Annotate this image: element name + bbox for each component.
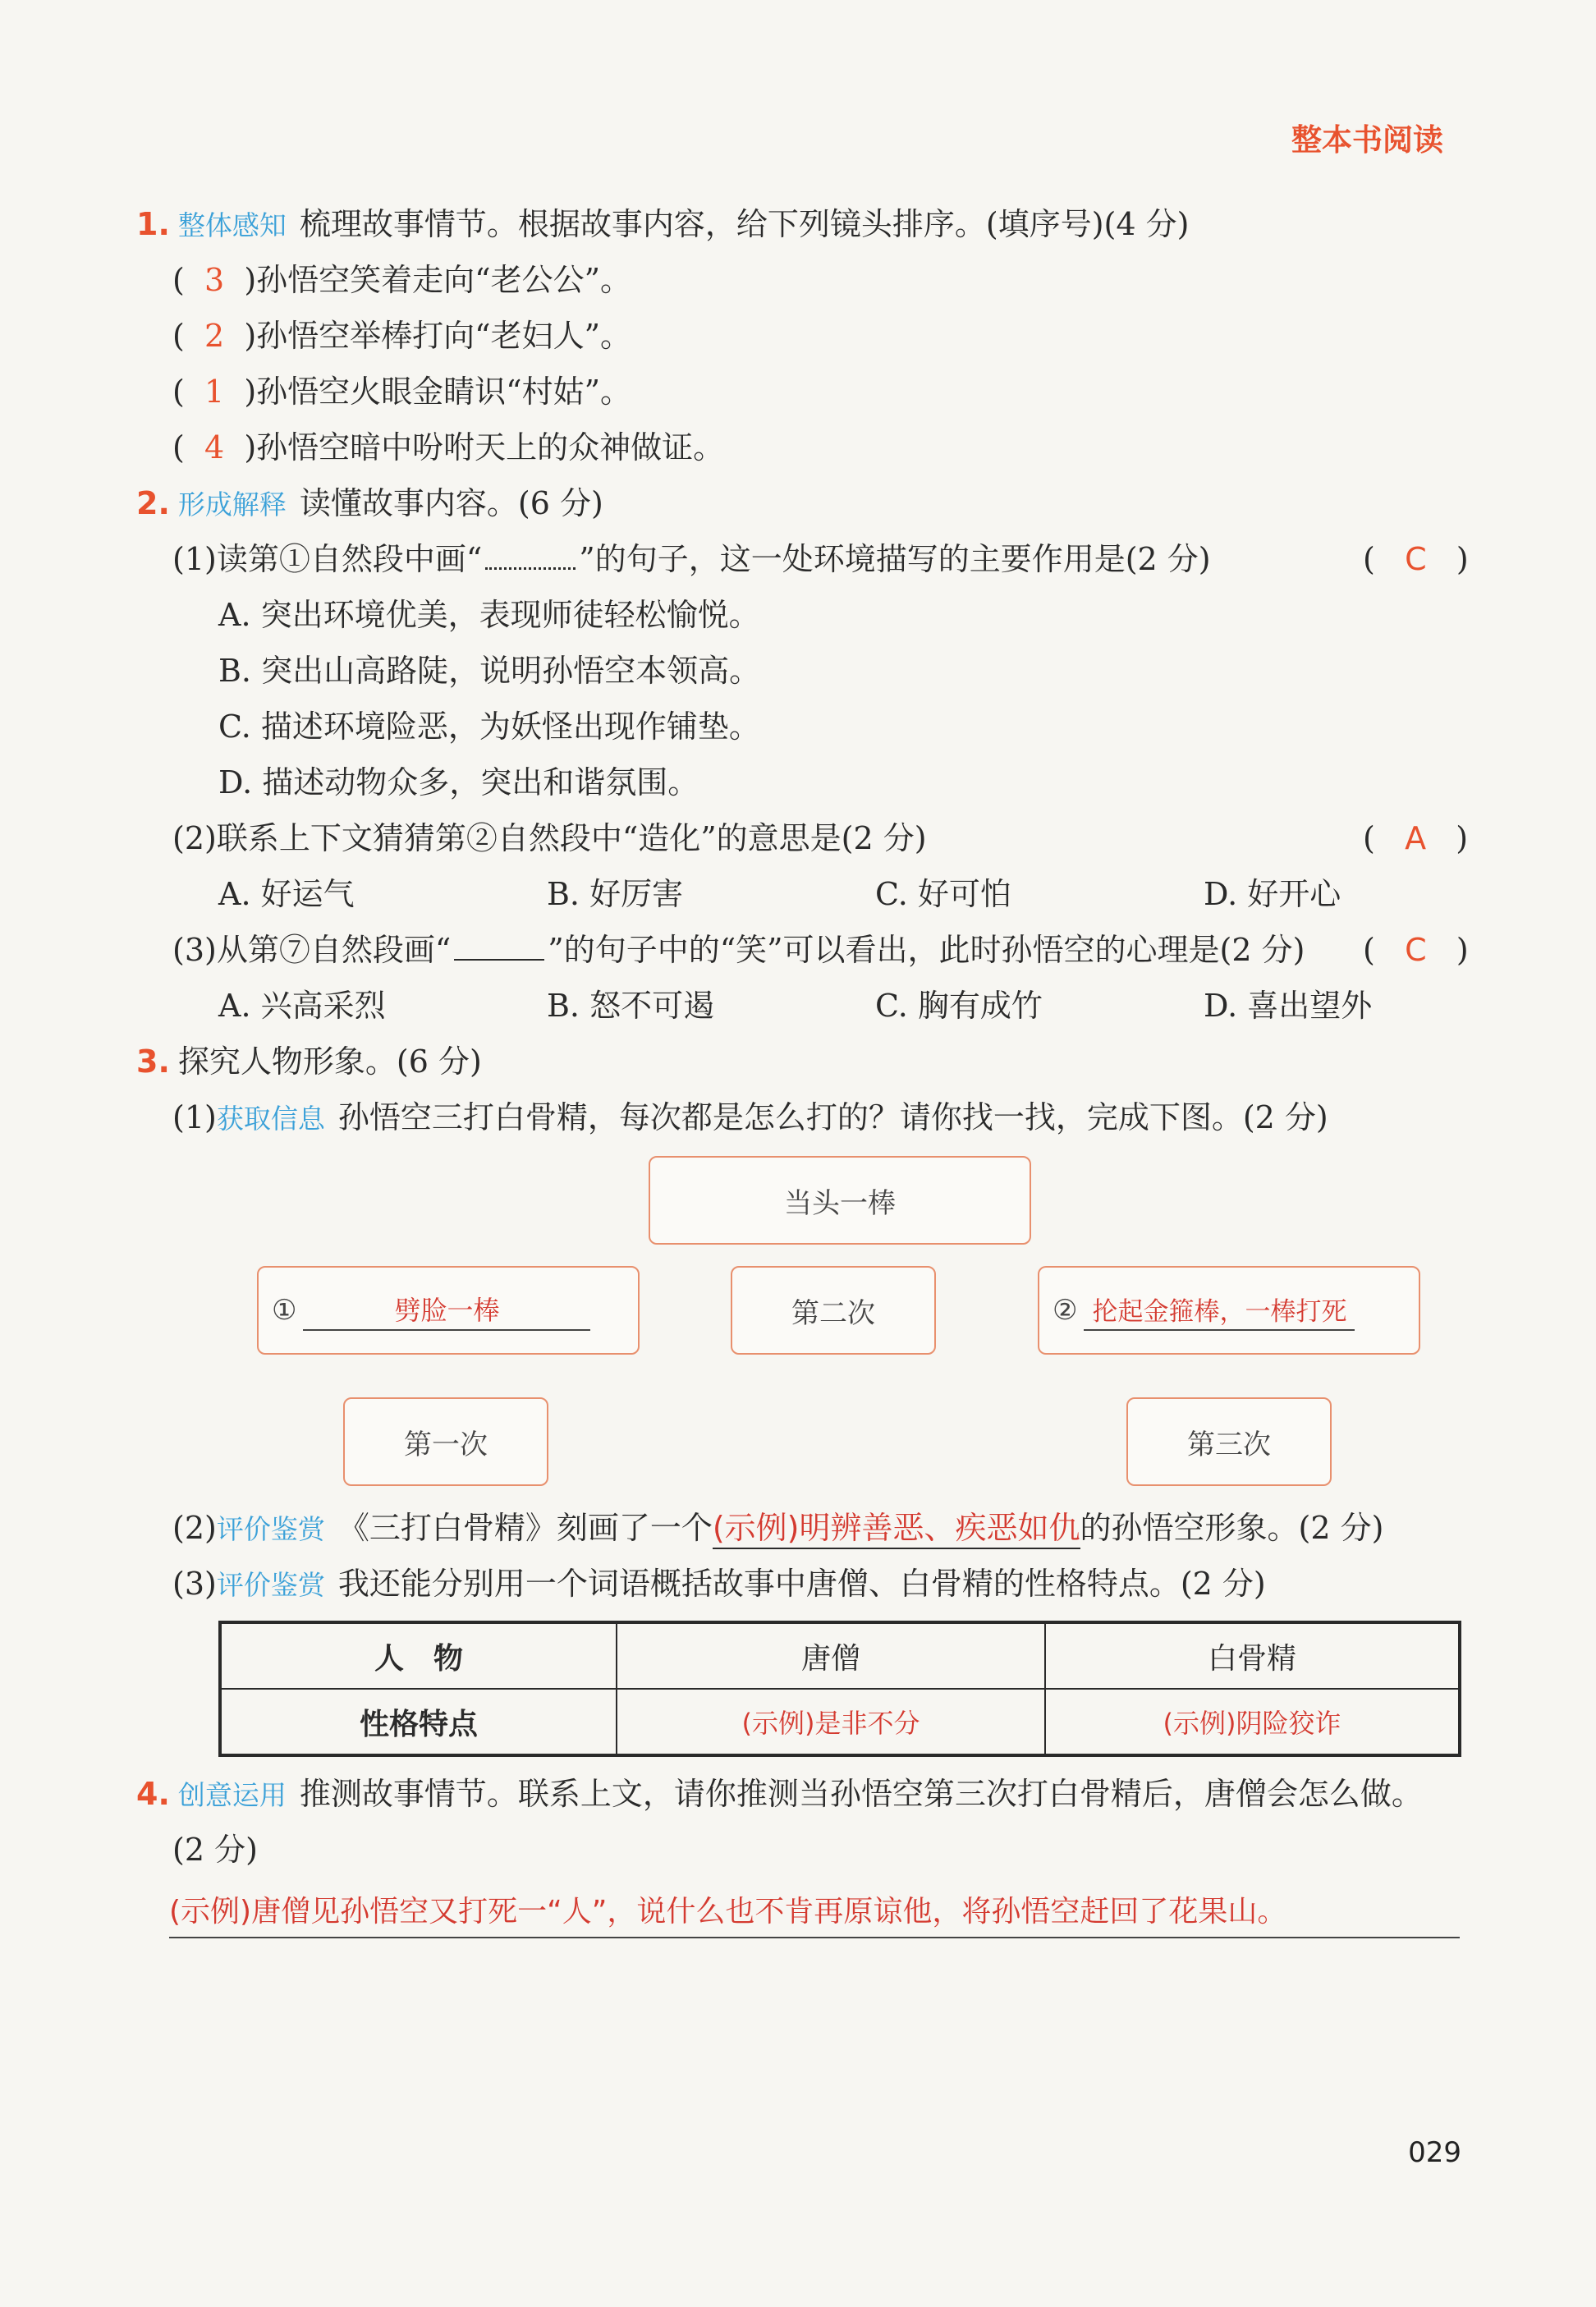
q4-tag: 创意运用 bbox=[177, 1779, 287, 1811]
q2-sub3-option-d: D. 喜出望外 bbox=[1204, 988, 1373, 1024]
q2-sub2-answer: ( A ) bbox=[1363, 820, 1469, 856]
q1-text: 梳理故事情节。根据故事内容，给下列镜头排序。(填序号)(4 分) bbox=[299, 206, 1190, 242]
q2-sub2-stem: (2)联系上下文猜猜第②自然段中“造化”的意思是(2 分) bbox=[172, 820, 927, 856]
q2-sub1-option-b: B. 突出山高路陡，说明孙悟空本领高。 bbox=[218, 653, 761, 689]
q3-sub2-answer: (示例)明辨善恶、疾恶如仇 bbox=[713, 1510, 1080, 1549]
diagram-top-box: 当头一棒 bbox=[649, 1156, 1031, 1245]
traits-table bbox=[218, 1621, 1461, 1757]
q3-text: 探究人物形象。(6 分) bbox=[177, 1043, 482, 1080]
page-number: 029 bbox=[1408, 2136, 1461, 2169]
q3-stem bbox=[136, 1043, 482, 1080]
q1-number: 1. bbox=[136, 206, 170, 242]
diagram-bottom-right-box: 第三次 bbox=[1126, 1397, 1332, 1486]
table-header-tangseng: 唐僧 bbox=[617, 1622, 1045, 1689]
diagram-left-box: ① 劈脸一棒 bbox=[257, 1266, 640, 1355]
q2-sub1-option-a: A. 突出环境优美，表现师徒轻松愉悦。 bbox=[218, 597, 760, 633]
q3-sub3-stem: (3)评价鉴赏 我还能分别用一个词语概括故事中唐僧、白骨精的性格特点。(2 分) bbox=[172, 1566, 1266, 1602]
q2-stem bbox=[136, 485, 603, 521]
q4-score: (2 分) bbox=[172, 1832, 258, 1868]
q3-sub1-tag: 获取信息 bbox=[216, 1103, 325, 1135]
q2-tag: 形成解释 bbox=[177, 488, 287, 521]
traits-table-header-row bbox=[220, 1622, 1460, 1689]
blank-underline-mark bbox=[454, 959, 544, 961]
q2-sub2-option-a: A. 好运气 bbox=[218, 876, 355, 912]
q2-number: 2. bbox=[136, 485, 170, 521]
q2-sub3-option-c: C. 胸有成竹 bbox=[875, 988, 1043, 1024]
q1-answer-3: 1 bbox=[204, 374, 225, 410]
q3-sub2-stem: (2)评价鉴赏 《三打白骨精》刻画了一个(示例)明辨善恶、疾恶如仇的孙悟空形象。(2 分) bbox=[172, 1512, 1383, 1543]
q4-number: 4. bbox=[136, 1776, 170, 1812]
q2-sub1-stem: (1)读第①自然段中画“ ”的句子，这一处环境描写的主要作用是(2 分) bbox=[172, 541, 1211, 577]
q1-item-4: ( 4 )孙悟空暗中吩咐天上的众神做证。 bbox=[172, 429, 725, 466]
q3-number: 3. bbox=[136, 1043, 170, 1080]
page-header: 整本书阅读 bbox=[1291, 122, 1443, 158]
q2-sub1-option-c: C. 描述环境险恶，为妖怪出现作铺垫。 bbox=[218, 709, 760, 745]
diagram-middle-box: 第二次 bbox=[731, 1266, 936, 1355]
q1-item-1: ( 3 )孙悟空笑着走向“老公公”。 bbox=[172, 262, 632, 298]
q1-answer-2: 2 bbox=[204, 318, 225, 354]
q2-sub1-answer: ( C ) bbox=[1363, 541, 1469, 577]
q3-sub2-tag: 评价鉴赏 bbox=[216, 1513, 325, 1545]
q4-text: 推测故事情节。联系上文，请你推测当孙悟空第三次打白骨精后，唐僧会怎么做。 bbox=[299, 1776, 1423, 1812]
table-header-character: 人 物 bbox=[220, 1622, 617, 1689]
q2-text: 读懂故事内容。(6 分) bbox=[299, 485, 603, 521]
diagram-right-answer: 抡起金箍棒，一棒打死 bbox=[1084, 1291, 1355, 1331]
traits-table-row bbox=[220, 1689, 1460, 1755]
table-header-baigujing: 白骨精 bbox=[1045, 1622, 1460, 1689]
q1-item-3: ( 1 )孙悟空火眼金睛识“村姑”。 bbox=[172, 374, 632, 410]
q1-stem bbox=[136, 206, 1190, 242]
q2-sub2-option-d: D. 好开心 bbox=[1204, 876, 1341, 912]
q2-sub3-option-a: A. 兴高采烈 bbox=[218, 988, 386, 1024]
table-answer-baigujing: (示例)阴险狡诈 bbox=[1045, 1689, 1460, 1755]
table-row-label: 性格特点 bbox=[220, 1689, 617, 1755]
q4-stem bbox=[136, 1776, 1423, 1812]
q3-sub3-tag: 评价鉴赏 bbox=[216, 1569, 325, 1601]
q1-answer-4: 4 bbox=[204, 429, 225, 466]
q2-sub3-stem: (3)从第⑦自然段画“ ”的句子中的“笑”可以看出，此时孙悟空的心理是(2 分) bbox=[172, 932, 1305, 968]
q4-answer: (示例)唐僧见孙悟空又打死一“人”，说什么也不肯再原谅他，将孙悟空赶回了花果山。 bbox=[169, 1888, 1460, 1938]
q2-sub3-option-b: B. 怒不可遏 bbox=[547, 988, 715, 1024]
q2-sub2-option-b: B. 好厉害 bbox=[547, 876, 684, 912]
q2-sub2-option-c: C. 好可怕 bbox=[875, 876, 1011, 912]
diagram-right-box: ② 抡起金箍棒，一棒打死 bbox=[1038, 1266, 1420, 1355]
q1-item-2: ( 2 )孙悟空举棒打向“老妇人”。 bbox=[172, 318, 632, 354]
q1-answer-1: 3 bbox=[204, 262, 225, 298]
q2-sub3-answer: ( C ) bbox=[1363, 932, 1469, 968]
q1-tag: 整体感知 bbox=[177, 209, 287, 241]
table-answer-tangseng: (示例)是非不分 bbox=[617, 1689, 1045, 1755]
wavy-underline-mark bbox=[485, 567, 576, 570]
diagram-bottom-left-box: 第一次 bbox=[343, 1397, 548, 1486]
q3-sub1-stem: (1)获取信息 孙悟空三打白骨精，每次都是怎么打的？请你找一找，完成下图。(2 分) bbox=[172, 1099, 1328, 1135]
diagram-left-answer: 劈脸一棒 bbox=[303, 1290, 590, 1331]
q2-sub1-option-d: D. 描述动物众多，突出和谐氛围。 bbox=[218, 764, 699, 800]
